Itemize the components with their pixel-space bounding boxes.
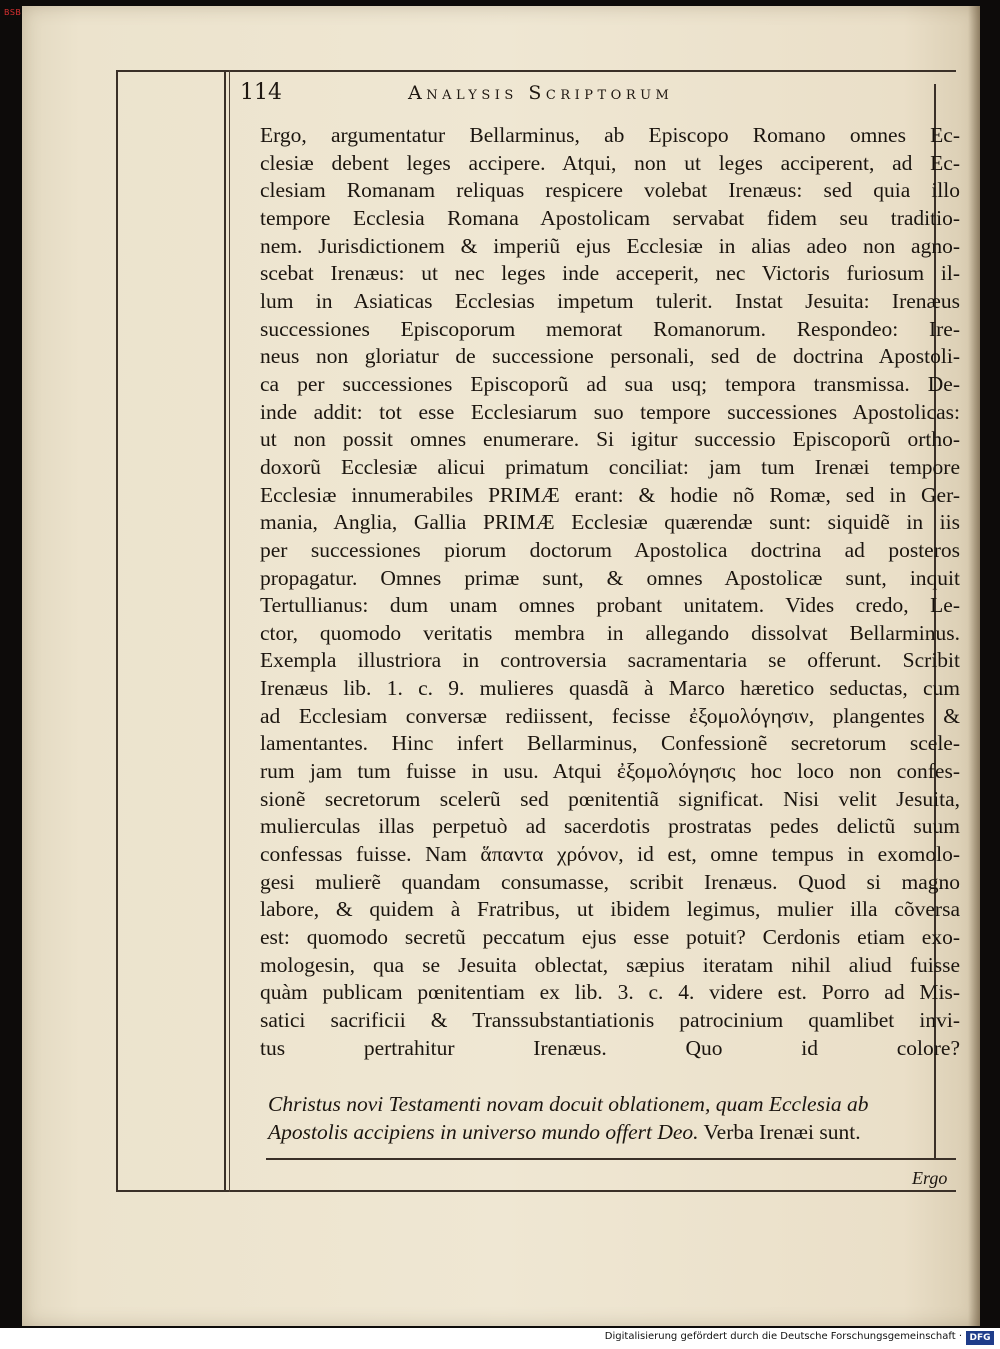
- quotation-block: [268, 1090, 958, 1146]
- text-line: lamentantes. Hinc infert Bellarminus, Confessionẽ secretorum scele-: [260, 731, 960, 756]
- quote-line: [268, 1090, 958, 1118]
- page-gutter-shadow: [968, 6, 980, 1326]
- quote-italic-text: Apostolis accipiens in universo mundo offert Deo.: [268, 1120, 699, 1144]
- text-line: nem. Jurisdictionem & imperiũ ejus Ecclesiæ in alias adeo non agno-: [260, 233, 960, 258]
- digitization-footer: [0, 1328, 1000, 1349]
- running-title: Analysis Scriptorum: [408, 82, 674, 104]
- text-line: ctor, quomodo veritatis membra in allegando dissolvat Bellarminus.: [260, 620, 960, 645]
- quote-italic-text: Christus novi Testamenti novam docuit oblationem, quam Ecclesia ab: [268, 1092, 869, 1116]
- text-line: rum jam tum fuisse in usu. Atqui ἐξομολόγησις hoc loco non confes-: [260, 759, 960, 784]
- quote-attribution: Verba Irenæi sunt.: [698, 1120, 861, 1144]
- catchword: Ergo: [912, 1168, 948, 1188]
- text-line: clesiam Romanam reliquas respicere volebat Irenæus: sed quia illo: [260, 178, 960, 203]
- text-line: ca per successiones Episcoporũ ad sua usq; tempora transmissa. De-: [260, 371, 960, 396]
- quote-line: [268, 1118, 958, 1146]
- text-line: mologesin, qua se Jesuita oblectat, sæpius iteratam nihil aliud fuisse: [260, 952, 960, 977]
- text-line: mulierculas illas perpetuò ad sacerdotis prostratas pedes delictũ suum: [260, 814, 960, 839]
- text-line: successiones Episcoporum memorat Romanorum. Respondeo: Ire-: [260, 316, 960, 341]
- text-line: propagatur. Omnes primæ sunt, & omnes Apostolicæ sunt, inquit: [260, 565, 960, 590]
- text-line: est: quomodo secretũ peccatum ejus esse potuit? Cerdonis etiam exo-: [260, 925, 960, 950]
- text-line: doxorũ Ecclesiæ alicui primatum conciliat: jam tum Irenæi tempore: [260, 454, 960, 479]
- margin-rule: [224, 70, 226, 1192]
- margin-rule-inner: [229, 70, 230, 1192]
- text-line: mania, Anglia, Gallia PRIMÆ Ecclesiæ quærendæ sunt: siquidẽ in iis: [260, 510, 960, 535]
- text-line: Tertullianus: dum unam omnes probant unitatem. Vides credo, Le-: [260, 593, 960, 618]
- text-line: lum in Asiaticas Ecclesias impetum tulerit. Instat Jesuita: Irenæus: [260, 288, 960, 313]
- text-line: tempore Ecclesia Romana Apostolicam servabat fidem seu traditio-: [260, 205, 960, 230]
- frame-top-rule: [116, 70, 956, 72]
- text-line: Irenæus lib. 1. c. 9. mulieres quasdã à Marco hæretico seductas, cum: [260, 676, 960, 701]
- text-line: per successiones piorum doctorum Apostolica doctrina ad posteros: [260, 537, 960, 562]
- text-line: Ecclesiæ innumerabiles PRIMÆ erant: & hodie nõ Romæ, sed in Ger-: [260, 482, 960, 507]
- text-line: confessas fuisse. Nam ἅπαντα χρόνον, id est, omne tempus in exomolo-: [260, 842, 960, 867]
- text-line: satici sacrificii & Transsubstantiationis patrocinium quamlibet invi-: [260, 1008, 960, 1032]
- text-line: clesiæ debent leges accipere. Atqui, non ut leges acciperent, ad Ec-: [260, 150, 960, 175]
- text-line: quàm publicam pœnitentiam ex lib. 3. c. 4. videre est. Porro ad Mis-: [260, 980, 960, 1005]
- frame-left-rule: [116, 70, 118, 1192]
- dfg-logo: DFG: [966, 1331, 994, 1345]
- text-line: neus non gloriatur de successione personali, sed de doctrina Apostoli-: [260, 344, 960, 369]
- text-line: inde addit: tot esse Ecclesiarum suo tempore successiones Apostolicas:: [260, 399, 960, 424]
- text-line: ad Ecclesiam conversæ rediissent, fecisse ἐξομολόγησιν, plangentes &: [260, 703, 960, 728]
- text-line: Exempla illustriora in controversia sacramentaria se offerunt. Scribit: [260, 648, 960, 673]
- library-tag: BSB: [4, 8, 22, 17]
- text-line: scebat Irenæus: ut nec leges inde acceperit, nec Victoris furiosum il-: [260, 261, 960, 286]
- text-line: Ergo, argumentatur Bellarminus, ab Episcopo Romano omnes Ec-: [260, 123, 960, 147]
- body-text: [260, 122, 960, 1062]
- frame-bottom-rule: [116, 1190, 956, 1192]
- text-line: sionẽ secretorum scelerũ sed pœnitentiã significat. Nisi velit Jesuita,: [260, 786, 960, 811]
- text-line: labore, & quidem à Fratribus, ut ibidem legimus, mulier illa cõversa: [260, 897, 960, 922]
- text-bottom-rule: [266, 1158, 956, 1160]
- footer-credit: Digitalisierung gefördert durch die Deutsche Forschungsgemeinschaft ·: [604, 1331, 962, 1342]
- text-line: tus pertrahitur Irenæus. Quo id colore?: [260, 1035, 960, 1060]
- page-number: 114: [240, 80, 282, 105]
- text-line: ut non possit omnes enumerare. Si igitur successio Episcoporũ ortho-: [260, 427, 960, 452]
- text-line: gesi mulierẽ quandam consumasse, scribit Irenæus. Quod si magno: [260, 869, 960, 894]
